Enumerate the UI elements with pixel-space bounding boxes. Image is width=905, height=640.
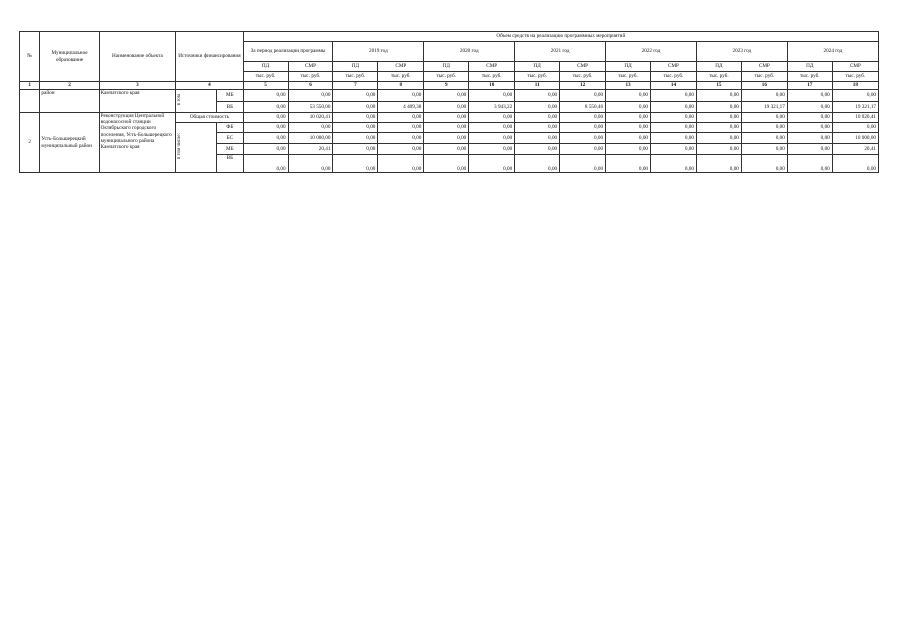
- value-cell: 0,00: [243, 90, 288, 102]
- header-period: За период реализации программы: [243, 42, 333, 62]
- value-cell: 0,00: [469, 155, 515, 173]
- header-unit: тыс. руб.: [515, 72, 560, 82]
- header-smr: СМР: [832, 62, 878, 72]
- header-pd: ПД: [696, 62, 741, 72]
- value-cell: 0,00: [469, 123, 515, 133]
- header-year: 2024 год: [787, 42, 878, 62]
- value-cell: 10 020,41: [288, 113, 333, 123]
- value-cell: 0,00: [515, 90, 560, 102]
- column-number: 3: [99, 82, 176, 90]
- value-cell: 3 943,22: [469, 102, 515, 113]
- value-cell: 0,00: [515, 155, 560, 173]
- header-unit: тыс. руб.: [243, 72, 288, 82]
- header-unit: тыс. руб.: [469, 72, 515, 82]
- header-pd: ПД: [606, 62, 651, 72]
- header-sources: Источники финансирования: [176, 32, 243, 82]
- value-cell: 10 000,00: [832, 133, 878, 144]
- value-cell: 0,00: [606, 155, 651, 173]
- value-cell: 0,00: [606, 90, 651, 102]
- value-cell: 19 321,17: [832, 102, 878, 113]
- value-cell: 0,00: [787, 113, 832, 123]
- value-cell: 0,00: [832, 123, 878, 133]
- value-cell: 0,00: [696, 155, 741, 173]
- source-code: МБ: [217, 144, 244, 155]
- header-unit: тыс. руб.: [606, 72, 651, 82]
- column-number: 4: [176, 82, 243, 90]
- value-cell: 0,00: [288, 155, 333, 173]
- row-municipality: район: [40, 90, 99, 113]
- incl-label-cell: [176, 90, 217, 113]
- value-cell: 0,00: [333, 133, 378, 144]
- header-year: 2023 год: [696, 42, 787, 62]
- value-cell: 0,00: [515, 113, 560, 123]
- value-cell: 0,00: [741, 90, 787, 102]
- column-number: 6: [288, 82, 333, 90]
- value-cell: 0,00: [787, 90, 832, 102]
- header-year: 2022 год: [606, 42, 697, 62]
- header-smr: СМР: [560, 62, 606, 72]
- header-unit: тыс. руб.: [787, 72, 832, 82]
- value-cell: 0,00: [606, 123, 651, 133]
- source-code: ВБ: [217, 102, 244, 113]
- value-cell: 0,00: [515, 144, 560, 155]
- value-cell: 53 550,00: [288, 102, 333, 113]
- value-cell: 0,00: [741, 144, 787, 155]
- column-number: 17: [787, 82, 832, 90]
- header-pd: ПД: [515, 62, 560, 72]
- header-year: 2021 год: [515, 42, 606, 62]
- source-code: МБ: [217, 90, 244, 102]
- header-smr: СМР: [741, 62, 787, 72]
- source-code: ФБ: [217, 123, 244, 133]
- column-numbers-row: [20, 82, 879, 90]
- header-unit: тыс. руб.: [333, 72, 378, 82]
- column-number: 10: [469, 82, 515, 90]
- header-unit: тыс. руб.: [378, 72, 424, 82]
- row-object: Камчатского края: [99, 90, 176, 113]
- header-unit: тыс. руб.: [560, 72, 606, 82]
- header-pd: ПД: [787, 62, 832, 72]
- value-cell: 0,00: [378, 144, 424, 155]
- value-cell: 0,00: [606, 102, 651, 113]
- value-cell: 0,00: [560, 155, 606, 173]
- value-cell: 0,00: [469, 133, 515, 144]
- header-year: 2020 год: [424, 42, 515, 62]
- value-cell: 0,00: [787, 102, 832, 113]
- value-cell: 0,00: [333, 144, 378, 155]
- value-cell: 0,00: [741, 123, 787, 133]
- value-cell: 20,41: [288, 144, 333, 155]
- value-cell: 0,00: [243, 133, 288, 144]
- value-cell: 0,00: [333, 102, 378, 113]
- column-number: 11: [515, 82, 560, 90]
- value-cell: 0,00: [469, 113, 515, 123]
- header-unit: тыс. руб.: [832, 72, 878, 82]
- value-cell: 0,00: [787, 123, 832, 133]
- value-cell: 0,00: [696, 113, 741, 123]
- header-pd: ПД: [333, 62, 378, 72]
- value-cell: 0,00: [787, 144, 832, 155]
- header-year: 2019 год: [333, 42, 424, 62]
- value-cell: 0,00: [243, 144, 288, 155]
- value-cell: 0,00: [424, 123, 469, 133]
- value-cell: 0,00: [741, 155, 787, 173]
- value-cell: 0,00: [333, 113, 378, 123]
- header-smr: СМР: [378, 62, 424, 72]
- value-cell: 0,00: [787, 133, 832, 144]
- value-cell: 19 321,17: [741, 102, 787, 113]
- value-cell: 0,00: [469, 144, 515, 155]
- value-cell: 0,00: [378, 113, 424, 123]
- value-cell: 0,00: [560, 90, 606, 102]
- value-cell: 0,00: [424, 133, 469, 144]
- row-object: Реконструкция Центральной водонасосной станции Октябрьского городского поселения, Усть-Большерецкого муниципального района Камчатского края: [99, 113, 176, 173]
- value-cell: 0,00: [606, 113, 651, 123]
- source-code: БС: [217, 133, 244, 144]
- value-cell: 0,00: [288, 90, 333, 102]
- value-cell: 0,00: [560, 144, 606, 155]
- value-cell: 0,00: [651, 113, 697, 123]
- value-cell: 0,00: [651, 155, 697, 173]
- value-cell: 0,00: [424, 155, 469, 173]
- value-cell: 0,00: [741, 133, 787, 144]
- column-number: 7: [333, 82, 378, 90]
- source-code: ВБ: [217, 155, 244, 173]
- column-number: 16: [741, 82, 787, 90]
- value-cell: 0,00: [378, 123, 424, 133]
- row-num: [20, 90, 40, 113]
- header-smr: СМР: [651, 62, 697, 72]
- value-cell: 0,00: [378, 155, 424, 173]
- header-volume-title: Объем средств на реализацию программных мероприятий: [243, 32, 878, 42]
- value-cell: 0,00: [378, 133, 424, 144]
- value-cell: 4 409,38: [378, 102, 424, 113]
- program-funding-table: [19, 31, 879, 173]
- value-cell: 8 550,46: [560, 102, 606, 113]
- value-cell: 0,00: [696, 133, 741, 144]
- header-unit: тыс. руб.: [424, 72, 469, 82]
- value-cell: 0,00: [832, 90, 878, 102]
- column-number: 9: [424, 82, 469, 90]
- column-number: 8: [378, 82, 424, 90]
- value-cell: 0,00: [243, 155, 288, 173]
- header-pd: ПД: [424, 62, 469, 72]
- value-cell: 20,41: [832, 144, 878, 155]
- header-num: №: [20, 32, 40, 82]
- value-cell: 0,00: [651, 123, 697, 133]
- row-num: 2: [20, 113, 40, 173]
- value-cell: 0,00: [515, 123, 560, 133]
- value-cell: 0,00: [696, 123, 741, 133]
- incl-label-cell: [176, 123, 217, 173]
- value-cell: 0,00: [333, 155, 378, 173]
- value-cell: 0,00: [469, 90, 515, 102]
- total-label: Общая стоимость: [176, 113, 243, 123]
- header-object-name: Наименование объекта: [99, 32, 176, 82]
- value-cell: 0,00: [560, 113, 606, 123]
- value-cell: 0,00: [333, 123, 378, 133]
- table-row: [20, 90, 879, 102]
- column-number: 18: [832, 82, 878, 90]
- incl-label: в том числе:: [177, 133, 183, 160]
- value-cell: 0,00: [243, 123, 288, 133]
- header-smr: СМР: [288, 62, 333, 72]
- column-number: 1: [20, 82, 40, 90]
- value-cell: 0,00: [424, 113, 469, 123]
- value-cell: 0,00: [606, 144, 651, 155]
- value-cell: 0,00: [424, 102, 469, 113]
- value-cell: 0,00: [243, 102, 288, 113]
- table-row: [20, 113, 879, 123]
- value-cell: 0,00: [515, 102, 560, 113]
- value-cell: 0,00: [651, 144, 697, 155]
- header-unit: тыс. руб.: [288, 72, 333, 82]
- header-municipality: Муниципальное образование: [40, 32, 99, 82]
- value-cell: 0,00: [696, 102, 741, 113]
- header-pd: ПД: [243, 62, 288, 72]
- header-smr: СМР: [469, 62, 515, 72]
- value-cell: 10 000,00: [288, 133, 333, 144]
- value-cell: 0,00: [651, 90, 697, 102]
- value-cell: 10 020,41: [832, 113, 878, 123]
- value-cell: 0,00: [424, 144, 469, 155]
- value-cell: 0,00: [424, 90, 469, 102]
- value-cell: 0,00: [333, 90, 378, 102]
- value-cell: 0,00: [515, 133, 560, 144]
- incl-label: в том: [177, 94, 183, 106]
- value-cell: 0,00: [696, 144, 741, 155]
- column-number: 12: [560, 82, 606, 90]
- header-unit: тыс. руб.: [696, 72, 741, 82]
- header-unit: тыс. руб.: [741, 72, 787, 82]
- value-cell: 0,00: [832, 155, 878, 173]
- value-cell: 0,00: [696, 90, 741, 102]
- value-cell: 0,00: [651, 102, 697, 113]
- header-unit: тыс. руб.: [651, 72, 697, 82]
- column-number: 13: [606, 82, 651, 90]
- value-cell: 0,00: [243, 113, 288, 123]
- value-cell: 0,00: [741, 113, 787, 123]
- value-cell: 0,00: [378, 90, 424, 102]
- column-number: 2: [40, 82, 99, 90]
- value-cell: 0,00: [288, 123, 333, 133]
- column-number: 14: [651, 82, 697, 90]
- value-cell: 0,00: [606, 133, 651, 144]
- value-cell: 0,00: [560, 133, 606, 144]
- row-municipality: Усть-Большерецкий муниципальный район: [40, 113, 99, 173]
- value-cell: 0,00: [651, 133, 697, 144]
- column-number: 15: [696, 82, 741, 90]
- value-cell: 0,00: [787, 155, 832, 173]
- column-number: 5: [243, 82, 288, 90]
- value-cell: 0,00: [560, 123, 606, 133]
